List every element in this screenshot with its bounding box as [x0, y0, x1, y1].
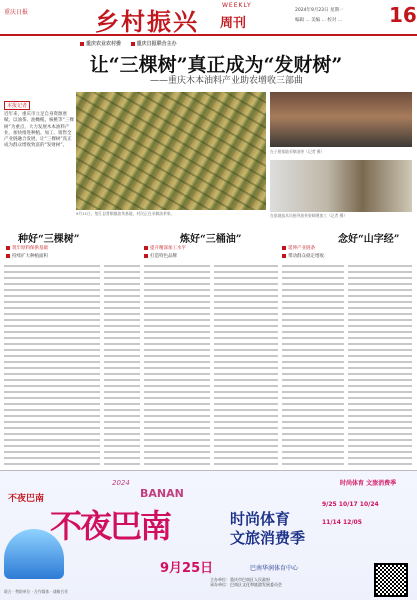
ad-brand: BANAN	[140, 487, 184, 500]
weekly-label-cn: 周刊	[220, 16, 247, 31]
qr-code-icon[interactable]	[374, 563, 408, 597]
ad-slogan-1: 时尚体育	[230, 510, 291, 528]
byline: 本报记者	[4, 101, 30, 110]
section-title: 乡村振兴	[95, 7, 199, 36]
ad-big-title: 不夜巴南	[50, 507, 171, 545]
body-column-1	[4, 265, 100, 465]
body-column-5	[282, 265, 344, 465]
page-number: 16	[389, 3, 417, 27]
editor-item-1: 重庆农业农村委	[86, 41, 122, 47]
ad-organizers: 主办单位：重庆市巴南区人民政府 承办单位：巴南区文化和旅游发展委员会	[210, 577, 282, 587]
ad-dates-2: 11/14 12/05	[322, 519, 362, 526]
ad-sponsors: 联合 · 赞助单位 · 合作媒体 · 战略合作	[4, 589, 69, 594]
subhead: ——重庆木本油料产业助农增收三部曲	[150, 76, 304, 86]
ad-dates-title: 时尚体育 文旅消费季	[340, 480, 397, 487]
body-column-2	[104, 265, 140, 465]
weekly-label-en: WEEKLY	[222, 2, 252, 9]
column-2-sub-1: 提升精深加工水平	[144, 245, 186, 251]
bullet-icon	[80, 42, 84, 46]
main-photo-caption: 9月11日，垫江县普顺镇油茶基地，村民正在采摘油茶果。	[76, 211, 175, 216]
headline: 让“三棵树”真正成为“发财树”	[89, 54, 343, 76]
editor-line	[80, 40, 185, 47]
main-photo	[76, 92, 266, 210]
ad-venue-date: 9月25日	[160, 561, 214, 576]
lead-text: 近年来，重庆市立足自身资源禀赋，以油茶、油橄榄、核桃等“三棵树”为重点，大力发展木本油料产业，加快推进种植、加工、销售全产业链融合发展，让“三棵树”真正成为群众增收致富的“发财树”。	[4, 112, 74, 149]
bullet-icon	[282, 246, 286, 250]
column-head-1: 种好“三棵树”	[18, 234, 80, 245]
editor-item-2: 重庆日报联合主办	[136, 41, 177, 47]
body-column-3	[144, 265, 210, 465]
ad-logo: 不夜巴南	[8, 494, 45, 504]
top-right-caption: 在子柑基地采摘油茶（记者 摄）	[270, 149, 325, 154]
masthead	[0, 0, 417, 36]
column-head-3: 念好“山字经”	[338, 234, 400, 245]
column-3-sub-2: 带动群众稳定增收	[282, 253, 324, 259]
paper-name: 重庆日报	[4, 9, 29, 16]
top-right-photo	[270, 92, 412, 147]
bullet-icon	[282, 254, 286, 258]
column-1-sub-1: 筑牢原料保供基础	[6, 245, 48, 251]
ad-dates-1: 9/25 10/17 10/24	[322, 501, 379, 508]
ad-venue: 巴南华润体育中心	[250, 565, 299, 572]
column-1-sub-2: 持续扩大种植面积	[6, 253, 48, 259]
bullet-icon	[6, 254, 10, 258]
bottom-right-caption: 在基地技术员指导油茶果晾晒加工（记者 摄）	[270, 213, 348, 218]
bullet-icon	[144, 246, 148, 250]
advertisement[interactable]	[0, 470, 417, 600]
bottom-right-photo	[270, 160, 412, 212]
bullet-icon	[131, 42, 135, 46]
bullet-icon	[6, 246, 10, 250]
body-column-6	[348, 265, 412, 465]
ad-year: 2024	[112, 479, 130, 487]
ad-slogan-2: 文旅消费季	[230, 529, 306, 547]
column-2-sub-2: 打造特色品牌	[144, 253, 177, 259]
masthead-meta: 编辑 ... 美编 ... 校对 ...	[295, 18, 343, 23]
column-head-2: 炼好“三桶油”	[180, 234, 242, 245]
bullet-icon	[144, 254, 148, 258]
date-line: 2024年9月23日 星期一	[295, 8, 344, 13]
column-3-sub-1: 延伸产业链条	[282, 245, 315, 251]
lead-box	[4, 92, 74, 212]
body-column-4	[214, 265, 278, 465]
